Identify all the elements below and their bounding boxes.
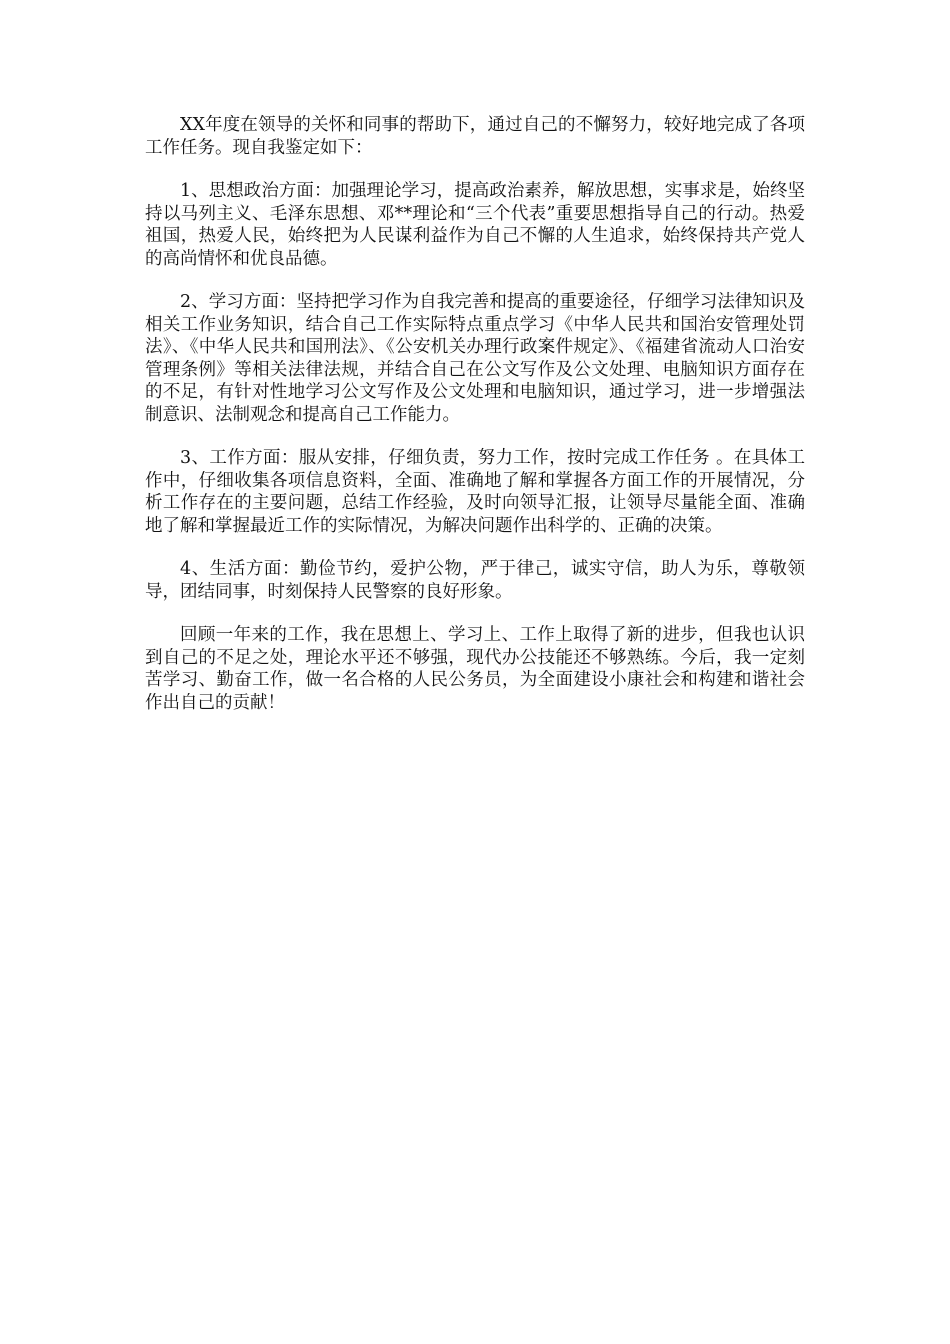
review-paragraph: 回顾一年来的工作，我在思想上、学习上、工作上取得了新的进步，但我也认识到自己的不足之处，理论水平还不够强，现代办公技能还不够熟练。今后，我一定刻苦学习、勤奋工作，做一名合格的人民公务员，为全面建设小康社会和构建和谐社会作出自己的贡献！ <box>145 625 805 713</box>
study-paragraph: 2、学习方面：坚持把学习作为自我完善和提高的重要途径，仔细学习法律知识及相关工作业务知识，结合自己工作实际特点重点学习《中华人民共和国治安管理处罚法》、《中华人民共和国刑法》、《公安机关办理行政案件规定》、《福建省流动人口治安管理条例》等相关法律法规，并结合自己在公文写作及公文处理、电脑知识方面存在的不足，有针对性地学习公文写作及公文处理和电脑知识，通过学习，进一步增强法制意识、法制观念和提高自己工作能力。 <box>145 292 805 425</box>
document-body <box>145 114 805 735</box>
intro-paragraph: XX年度在领导的关怀和同事的帮助下，通过自己的不懈努力，较好地完成了各项工作任务。现自我鉴定如下： <box>145 115 805 158</box>
life-paragraph: 4、生活方面：勤俭节约，爱护公物，严于律己，诚实守信，助人为乐，尊敬领导，团结同事，时刻保持人民警察的良好形象。 <box>145 559 805 602</box>
work-paragraph: 3、工作方面：服从安排，仔细负责，努力工作，按时完成工作任务 。在具体工作中，仔细收集各项信息资料，全面、准确地了解和掌握各方面工作的开展情况，分析工作存在的主要问题，总结工作经验，及时向领导汇报，让领导尽量能全面、准确地了解和掌握最近工作的实际情况，为解决问题作出科学的、正确的决策。 <box>145 448 805 536</box>
political-paragraph: 1、思想政治方面：加强理论学习，提高政治素养，解放思想，实事求是，始终坚持以马列主义、毛泽东思想、邓**理论和“三个代表”重要思想指导自己的行动。热爱祖国，热爱人民，始终把为人民谋利益作为自己不懈的人生追求，始终保持共产党人的高尚情怀和优良品德。 <box>145 181 805 269</box>
